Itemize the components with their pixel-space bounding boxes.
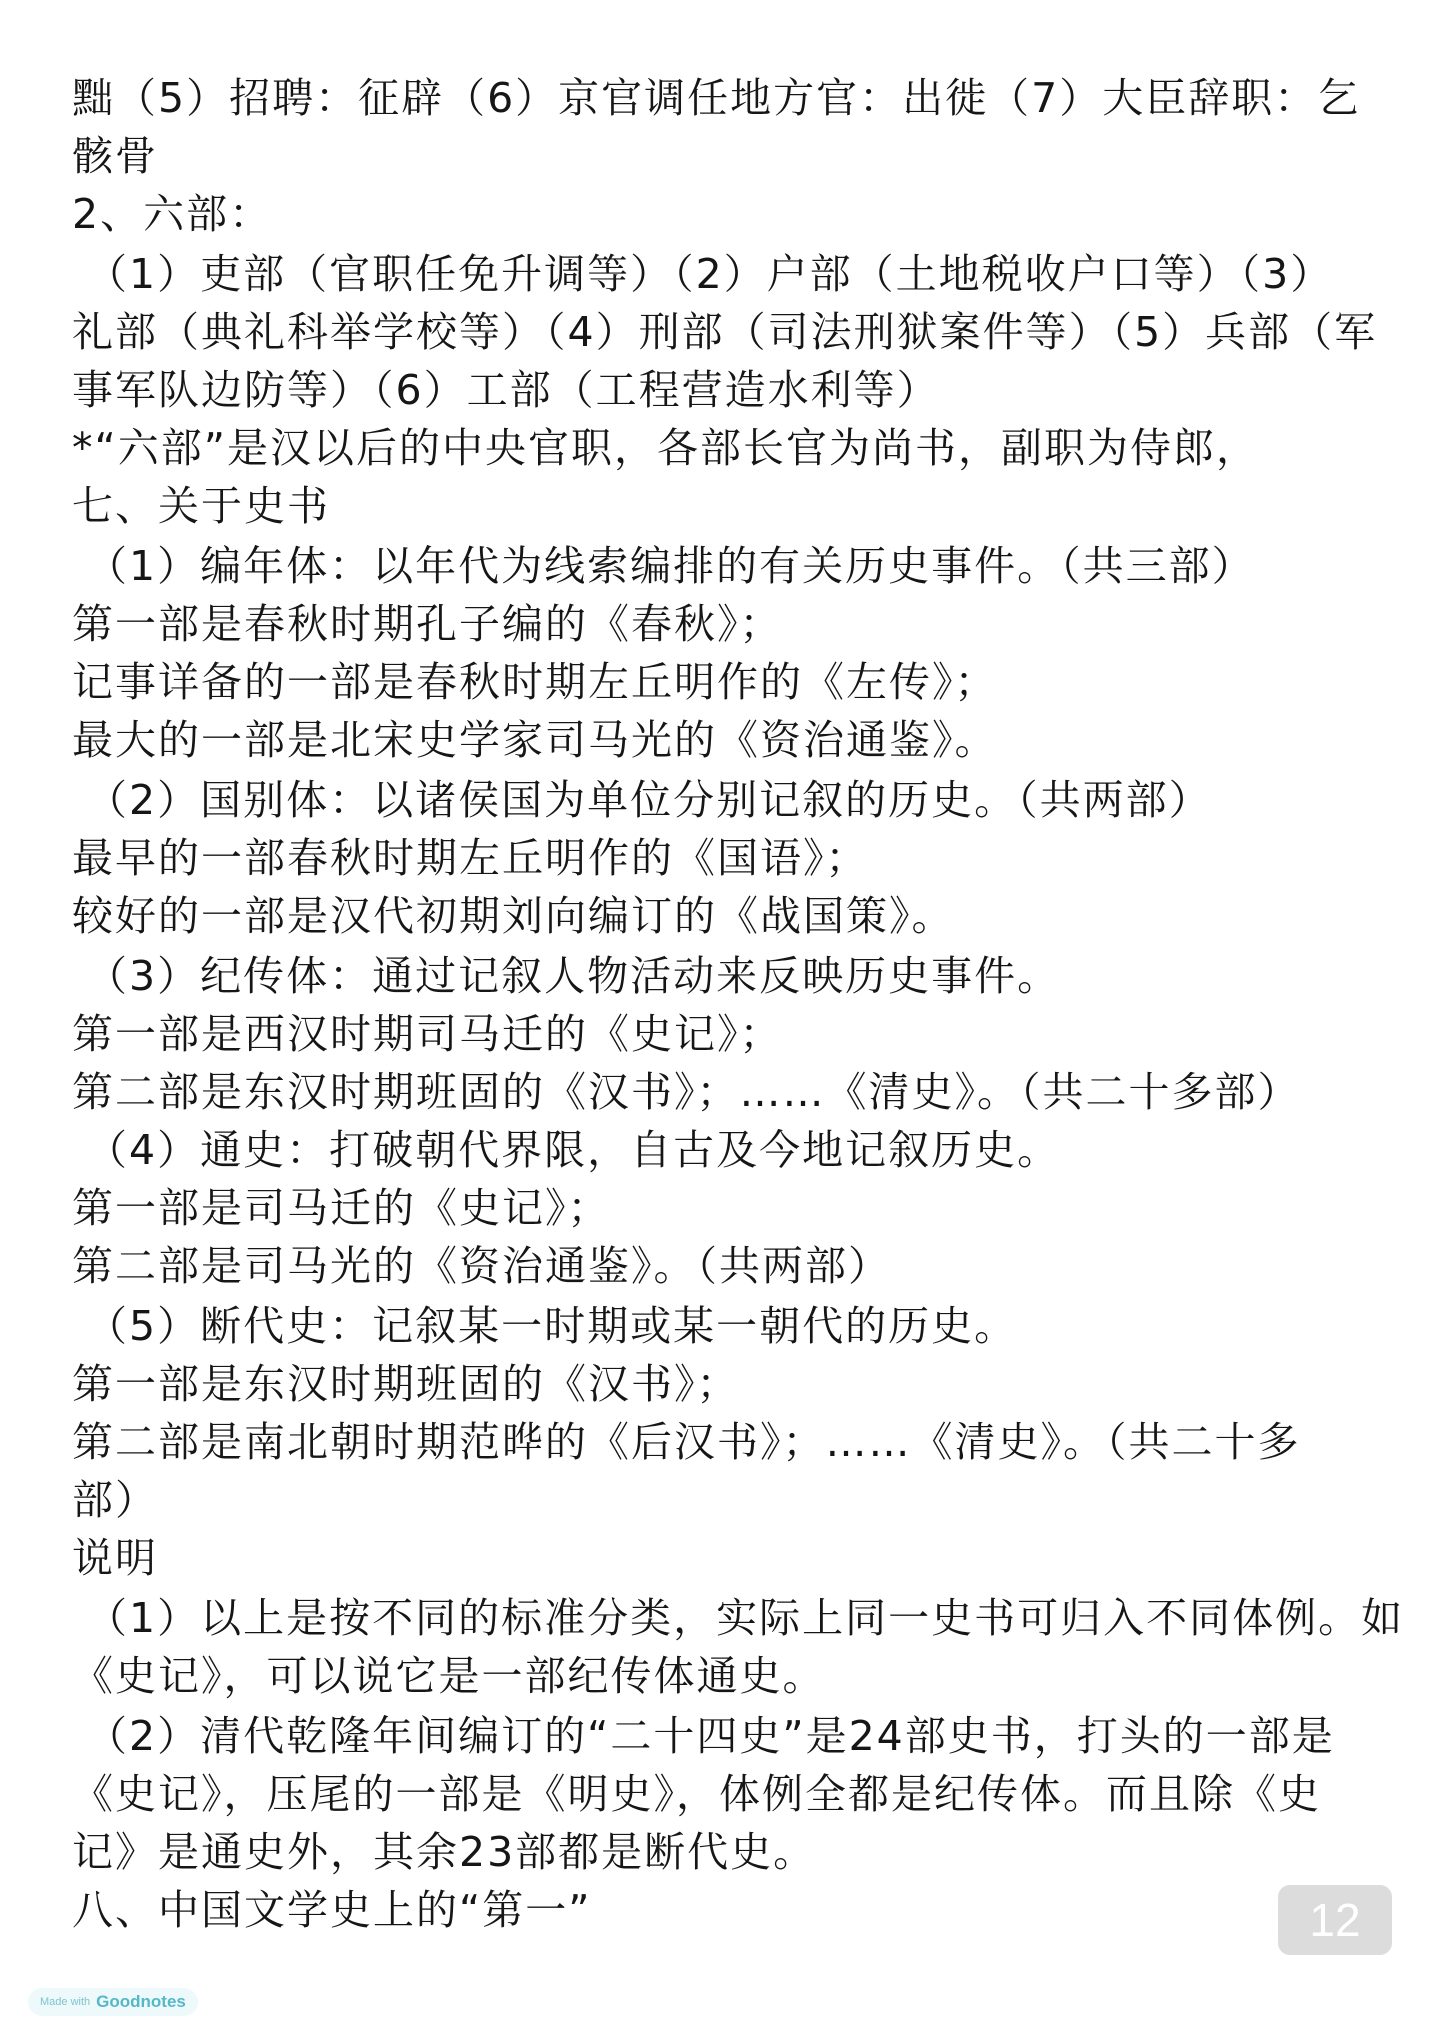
text-line: 礼部（典礼科举学校等）（4）刑部（司法刑狱案件等）（5）兵部（军 (72, 308, 1378, 356)
section-heading: 说明 (72, 1534, 158, 1582)
text-line: （2）清代乾隆年间编订的“二十四史”是24部史书，打头的一部是 (86, 1712, 1335, 1760)
note-line: *“六部”是汉以后的中央官职，各部长官为尚书，副职为侍郎， (72, 424, 1259, 472)
text-line: 骸骨 (72, 132, 158, 180)
text-line: 《史记》，压尾的一部是《明史》，体例全都是纪传体。而且除《史 (72, 1770, 1321, 1818)
text-line: （1）以上是按不同的标准分类，实际上同一史书可归入不同体例。如 (86, 1594, 1405, 1642)
text-line: （4）通史：打破朝代界限，自古及今地记叙历史。 (86, 1126, 1061, 1174)
text-line: 《史记》，可以说它是一部纪传体通史。 (72, 1652, 826, 1700)
text-line: （3）纪传体：通过记叙人物活动来反映历史事件。 (86, 952, 1061, 1000)
text-line: 最早的一部春秋时期左丘明作的《国语》； (72, 834, 869, 882)
page-number-badge: 12 (1278, 1885, 1392, 1955)
section-heading: 七、关于史书 (72, 482, 330, 530)
text-line: （1）吏部（官职任免升调等）（2）户部（土地税收户口等）（3） (86, 250, 1334, 298)
text-line: 部） (72, 1476, 158, 1524)
text-line: （2）国别体：以诸侯国为单位分别记叙的历史。（共两部） (86, 776, 1212, 824)
text-line: 最大的一部是北宋史学家司马光的《资治通鉴》。 (72, 716, 998, 764)
section-heading: 八、中国文学史上的“第一” (72, 1886, 592, 1934)
text-line: 记》是通史外，其余23部都是断代史。 (72, 1828, 817, 1876)
watermark-made-with: Made with (40, 1996, 91, 2008)
goodnotes-watermark (28, 1988, 198, 2016)
text-line: 黜（5）招聘：征辟（6）京官调任地方官：出徙（7）大臣辞职：乞 (72, 74, 1361, 122)
text-line: 事军队边防等）（6）工部（工程营造水利等） (72, 366, 940, 414)
section-heading: 2、六部： (72, 190, 273, 238)
text-line: （5）断代史：记叙某一时期或某一朝代的历史。 (86, 1302, 1018, 1350)
text-line: 第一部是春秋时期孔子编的《春秋》； (72, 600, 783, 648)
text-line: 第一部是西汉时期司马迁的《史记》； (72, 1010, 783, 1058)
text-line: （1）编年体：以年代为线索编排的有关历史事件。（共三部） (86, 542, 1255, 590)
text-line: 记事详备的一部是春秋时期左丘明作的《左传》； (72, 658, 998, 706)
text-line: 第二部是司马光的《资治通鉴》。（共两部） (72, 1242, 891, 1290)
text-line: 较好的一部是汉代初期刘向编订的《战国策》。 (72, 892, 955, 940)
text-line: 第一部是东汉时期班固的《汉书》； (72, 1360, 740, 1408)
watermark-brand: Goodnotes (96, 1992, 186, 2011)
text-line: 第二部是南北朝时期范晔的《后汉书》；……《清史》。（共二十多 (72, 1418, 1301, 1466)
text-line: 第一部是司马迁的《史记》； (72, 1184, 611, 1232)
text-line: 第二部是东汉时期班固的《汉书》；……《清史》。（共二十多部） (72, 1068, 1301, 1116)
